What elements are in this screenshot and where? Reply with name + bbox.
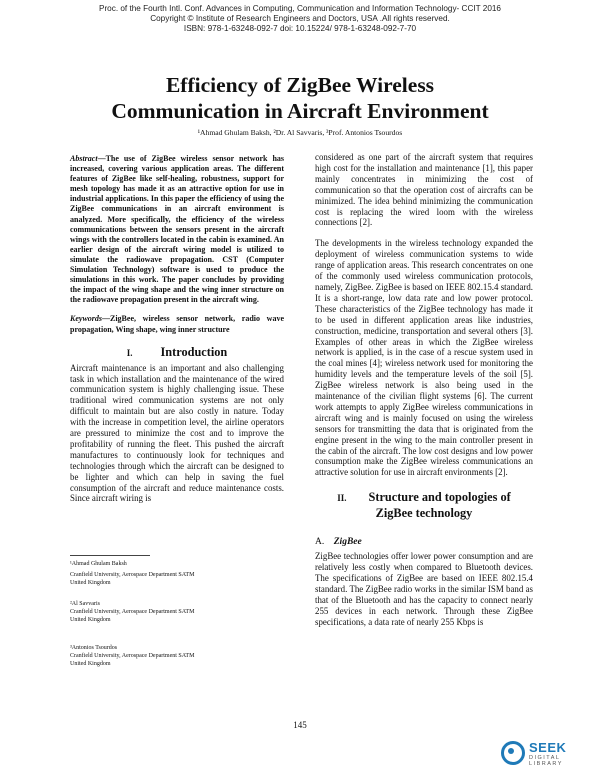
section-2-number: II. (337, 493, 347, 504)
abstract (70, 154, 284, 305)
footnote-3 (70, 644, 284, 668)
right-column (315, 152, 533, 628)
logo-dot-icon (508, 748, 514, 754)
footnote-1-affiliation: Cranfield University, Aerospace Department SATM (70, 572, 195, 578)
footnote-3-affiliation: Cranfield University, Aerospace Department SATM (70, 653, 195, 659)
right-paragraph-2: The developments in the wireless technology expanded the deployment of wireless communication systems to wide range of application areas. This research concentrates on one of the commonly used wireless communication protocols, namely, ZigBee. ZigBee is based on IEEE 802.15.4 standard. It is a short-range, low data rate and low power protocol. These characteristics of the ZigBee technology has made it to be used in different application areas like industries, construction, medicine, transportation and several others [3]. Examples of other areas in which the ZigBee wireless network is applied, is in the case of a rescue system used in the coal mines [4]; wireless network used for monitoring the humidity levels and the temperature levels of the soil [5]. ZigBee wireless network is also being used in the maintenance of the civilian flight systems [6]. The current work attempts to apply ZigBee wireless communications in aircraft wing and is mainly focused on using the wireless sensors for transmitting the data that is originated from the engine present in the wing to the main controller present in the cabin of the aircraft. The low cost designs and low power consumption make the ZigBee wireless communications an attractive solution for use in aircraft environments [2]. (315, 238, 533, 478)
header-line-2: Copyright © Institute of Research Engineers and Doctors, USA .All rights reserved. (150, 14, 450, 23)
subsection-a-title: ZigBee (333, 537, 362, 548)
page-number: 145 (293, 720, 307, 730)
section-2-title-line-2: ZigBee technology (375, 506, 473, 521)
section-1-heading (70, 345, 284, 360)
footnote-2-country: United Kingdom (70, 617, 111, 623)
footnote-1 (70, 560, 284, 587)
author-list: ¹Ahmad Ghulam Baksh, ²Dr. Al Savvaris, ³Prof. Antonios Tsourdos (197, 128, 403, 137)
section-2-title-line-1: Structure and topologies of (368, 490, 511, 505)
footnote-3-country: United Kingdom (70, 661, 111, 667)
footnote-3-name: ³Antonios Tsourdos (70, 645, 118, 651)
title-line-2: Communication in Aircraft Environment (111, 99, 489, 123)
subsection-a-label: A. (315, 537, 325, 548)
intro-paragraph: Aircraft maintenance is an important and also challenging task in which installation and the maintenance of the wired communication system is highly challenging issue. These traditional wired communication systems are not only difficult to maintain but are also costly in nature. Today with the increase in competition level, the airline operators are pressured to minimize the cost and to improve the profitability of running the fleet. This pushed the aircraft manufactures to continuously look for techniques and technologies through which the aircraft can be designed to be lighter and which can help in saving the fuel consumption of the aircraft and reduce maintenance costs. Since aircraft wiring is (70, 362, 284, 504)
footnote-2-affiliation: Cranfield University, Aerospace Department SATM (70, 609, 195, 615)
abstract-text: —The use of ZigBee wireless sensor network has increased, covering various application areas. The different features of ZigBee like self-healing, robustness, support for mesh topology has made it as an attractive option for use in industrial applications. In this paper the efficiency of using the ZigBee communications in an aircraft environment is analyzed. More specifically, the efficiency of the wireless communications between the sensors present in the aircraft wings with the controllers located in the cabin is examined. An earlier design of the aircraft wiring model is utilized to simulate the radiowave propagation. CST (Computer Simulation Technology) software is used to produce the simulations in this work. The paper concludes by providing the impact of the wing shape and the wing inner structure on the radiowave propagation present in the aircraft wing. (70, 154, 284, 305)
section-1-number: I. (126, 347, 133, 358)
footnote-rule (70, 555, 150, 556)
header-line-1: Proc. of the Fourth Intl. Conf. Advances in Computing, Communication and Information Technology- CCIT 2016 (98, 4, 501, 13)
footnote-2 (70, 600, 284, 624)
right-paragraph-1: considered as one part of the aircraft system that requires high cost for the installation and maintenance [1], this paper mainly concentrates in minimizing the cost of communication so that the operation cost of aircrafts can be minimized. The idea behind minimizing the communication cost is replacing the wired loom with the wireless connections [2]. (315, 152, 533, 228)
keywords-label: Keywords (70, 314, 102, 324)
seek-digital-library-logo (497, 739, 593, 769)
right-paragraph-3: ZigBee technologies offer lower power consumption and are relatively less costly when compared to Bluetooth devices. The specifications of ZigBee are based on IEEE 802.15.4 standard. The ZigBee radio works in the similar ISM band as that of the Bluetooth and has the capacity to connect nearly 255 devices in each network. Through these ZigBee specifications, a data rate of nearly 255 Kbps is (315, 551, 533, 627)
header-line-3: ISBN: 978-1-63248-092-7 doi: 10.15224/ 978-1-63248-092-7-70 (183, 24, 417, 33)
keywords-text: —ZigBee, wireless sensor network, radio wave propagation, Wing shape, wing inner structure (70, 314, 284, 334)
logo-subtitle: DIGITAL LIBRARY (529, 755, 563, 767)
abstract-label: Abstract (70, 154, 98, 163)
left-column (70, 154, 284, 504)
title-line-1: Efficiency of ZigBee Wireless (165, 73, 435, 97)
footnote-1-name: ¹Ahmad Ghulam Baksh (70, 561, 127, 567)
running-header (0, 4, 600, 34)
footnote-2-name: ²Al Savvaris (70, 601, 100, 607)
footnote-1-country: United Kingdom (70, 580, 111, 586)
keywords (70, 314, 284, 334)
subsection-a-heading (315, 537, 533, 548)
paper-title (0, 72, 600, 124)
section-1-title: Introduction (160, 344, 228, 359)
section-2-heading (315, 490, 533, 521)
logo-name: SEEK (529, 740, 567, 755)
